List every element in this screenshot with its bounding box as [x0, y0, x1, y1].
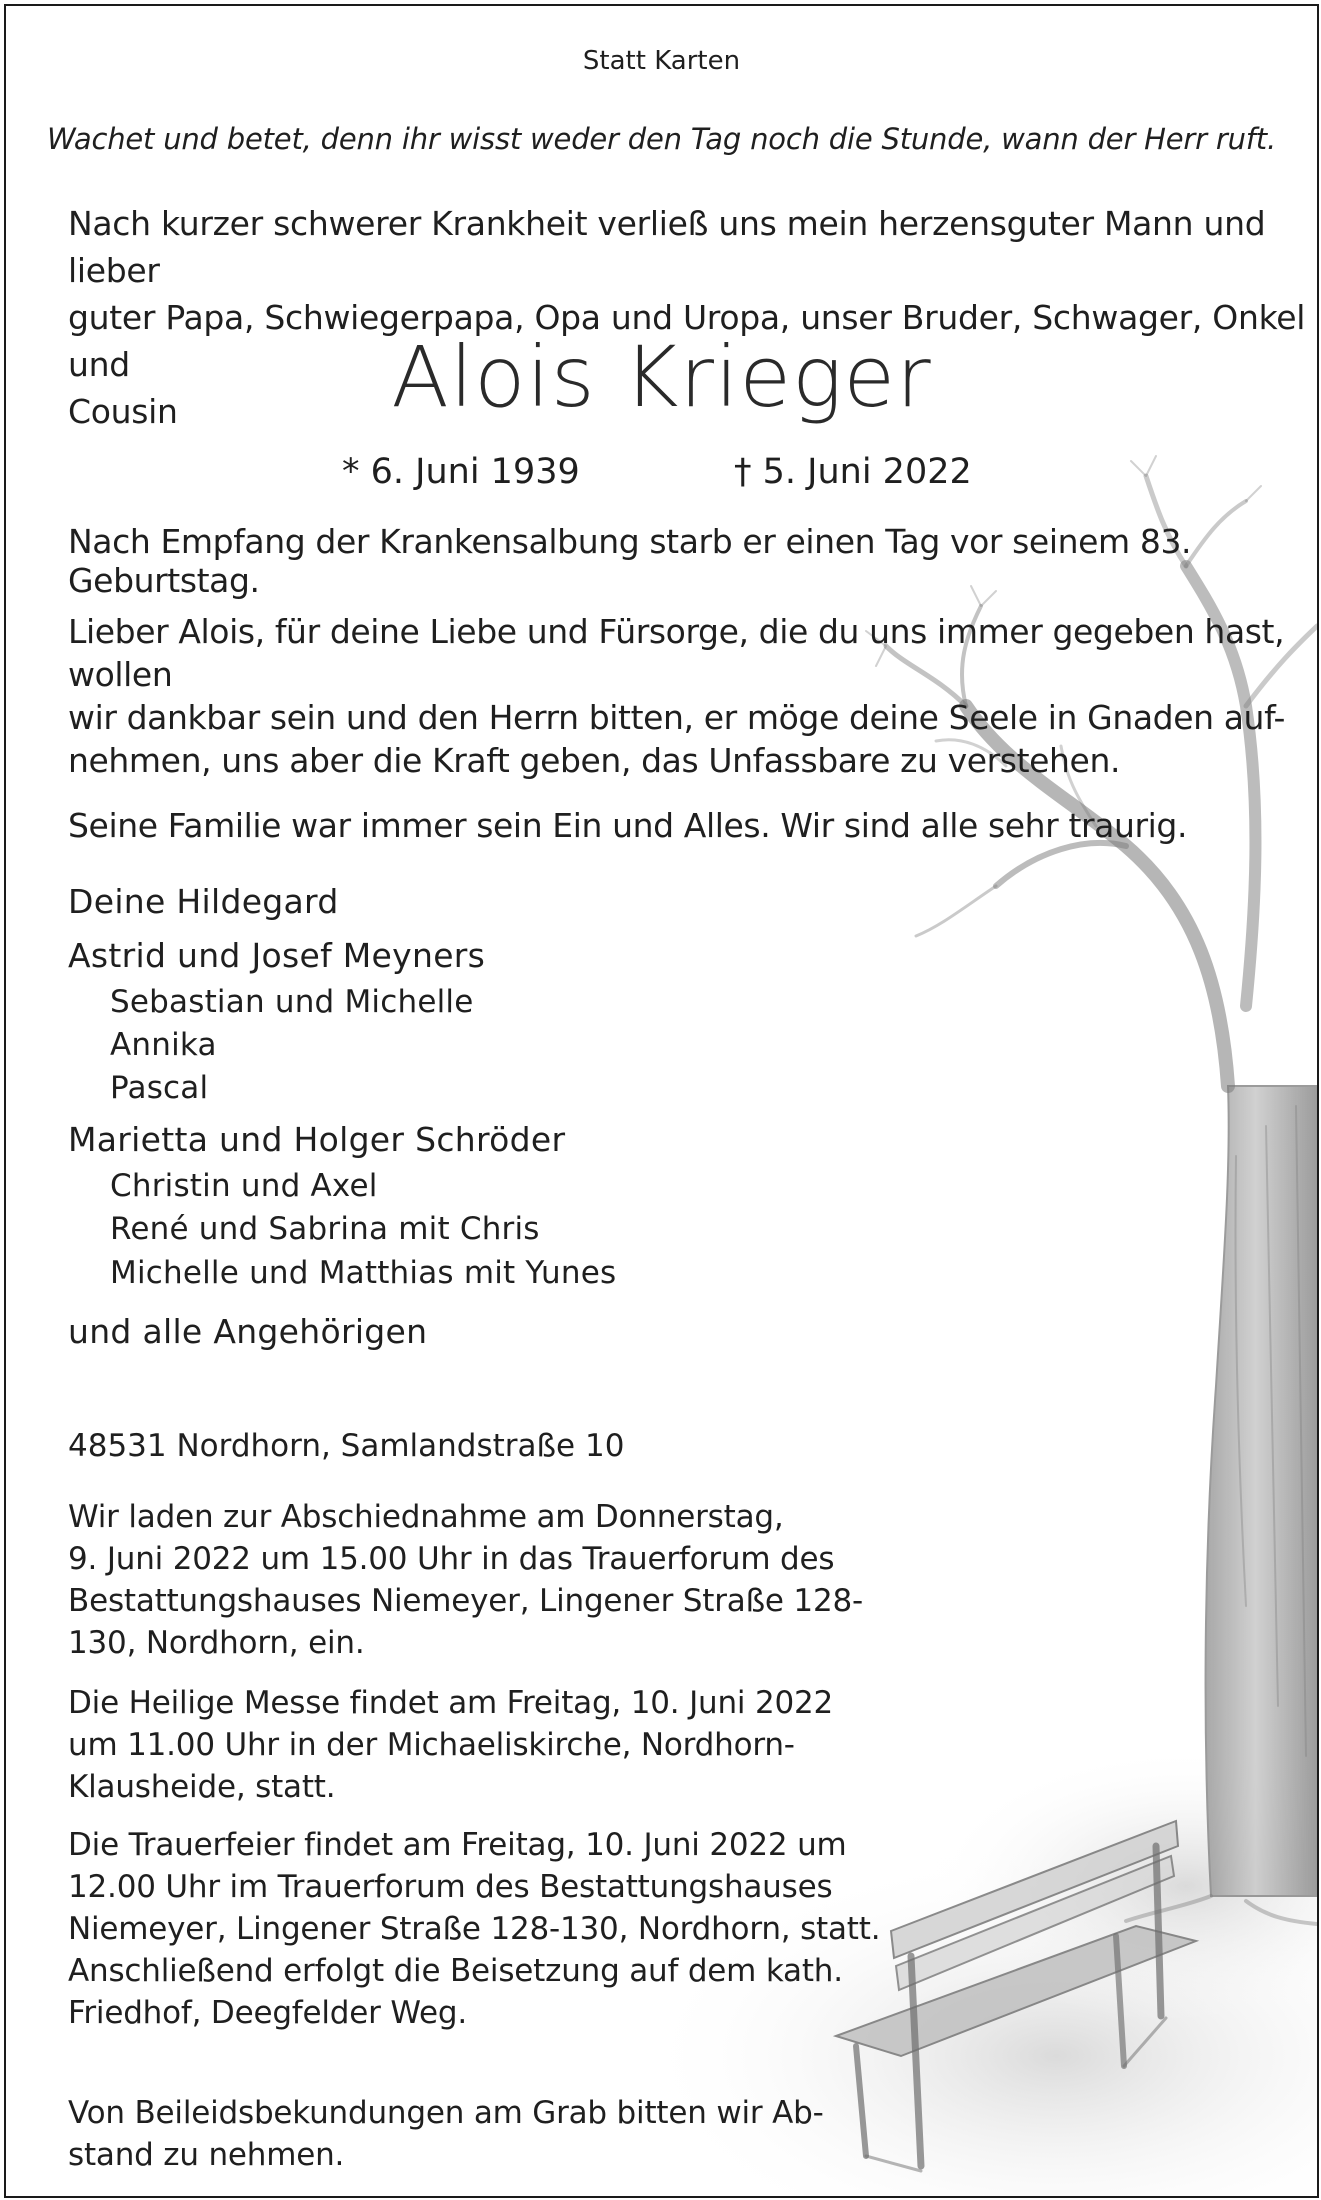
condolence-note: Von Beileidsbekundungen am Grab bitten wir Ab- stand zu nehmen.	[68, 2095, 824, 2173]
deceased-name: Alois Krieger	[391, 328, 932, 426]
mourner-child: Christin und Axel	[110, 1168, 378, 1204]
paragraph-family: Seine Familie war immer sein Ein und Alles. Wir sind alle sehr traurig.	[68, 806, 1188, 845]
funeral-info: Die Trauerfeier findet am Freitag, 10. Juni 2022 um 12.00 Uhr im Trauerforum des Bestattungshauses Niemeyer, Lingener Straße 128-130, Nordhorn, statt. Anschließend erfolgt die Beisetzung auf dem kath. Friedhof, Deegfelder Weg.	[68, 1827, 881, 2031]
mourner-family: Marietta und Holger Schröder	[68, 1120, 566, 1159]
paragraph-sacrament: Nach Empfang der Krankensalbung starb er einen Tag vor seinem 83. Geburtstag.	[68, 522, 1192, 600]
bible-quote: Wachet und betet, denn ihr wisst weder den Tag noch die Stunde, wann der Herr ruft.	[46, 122, 1276, 156]
mourner-child: René und Sabrina mit Chris	[110, 1211, 540, 1247]
birth-date: * 6. Juni 1939	[342, 452, 580, 492]
mourner-child: Michelle und Matthias mit Yunes	[110, 1255, 617, 1291]
mourner-wife: Deine Hildegard	[68, 882, 339, 921]
mass-info: Die Heilige Messe findet am Freitag, 10. Juni 2022 um 11.00 Uhr in der Michaeliskirche, Nordhorn- Klausheide, statt.	[68, 1685, 834, 1805]
mourner-child: Pascal	[110, 1070, 209, 1106]
mourner-family: Astrid und Josef Meyners	[68, 936, 486, 975]
header-statt-karten: Statt Karten	[582, 46, 741, 76]
obituary-notice	[4, 4, 1319, 2198]
mourner-child: Sebastian und Michelle	[110, 984, 474, 1020]
mourner-relatives: und alle Angehörigen	[68, 1312, 428, 1351]
death-date: † 5. Juni 2022	[734, 452, 972, 492]
viewing-info: Wir laden zur Abschiednahme am Donnerstag, 9. Juni 2022 um 15.00 Uhr in das Trauerforum des Bestattungshauses Niemeyer, Lingener Straße 128- 130, Nordhorn, ein.	[68, 1499, 863, 1661]
mourner-child: Annika	[110, 1027, 217, 1063]
address: 48531 Nordhorn, Samlandstraße 10	[68, 1428, 625, 1464]
paragraph-farewell: Lieber Alois, für deine Liebe und Fürsorge, die du uns immer gegeben hast, wollen wir dankbar sein und den Herrn bitten, er möge deine Seele in Gnaden auf- nehmen, uns aber die Kraft geben, das Unfassbare zu verstehen.	[68, 612, 1285, 780]
intro-text: Nach kurzer schwerer Krankheit verließ uns mein herzensguter Mann und lieber guter Papa, Schwiegerpapa, Opa und Uropa, unser Bruder, Schwager, Onkel und Cousin	[68, 204, 1306, 431]
